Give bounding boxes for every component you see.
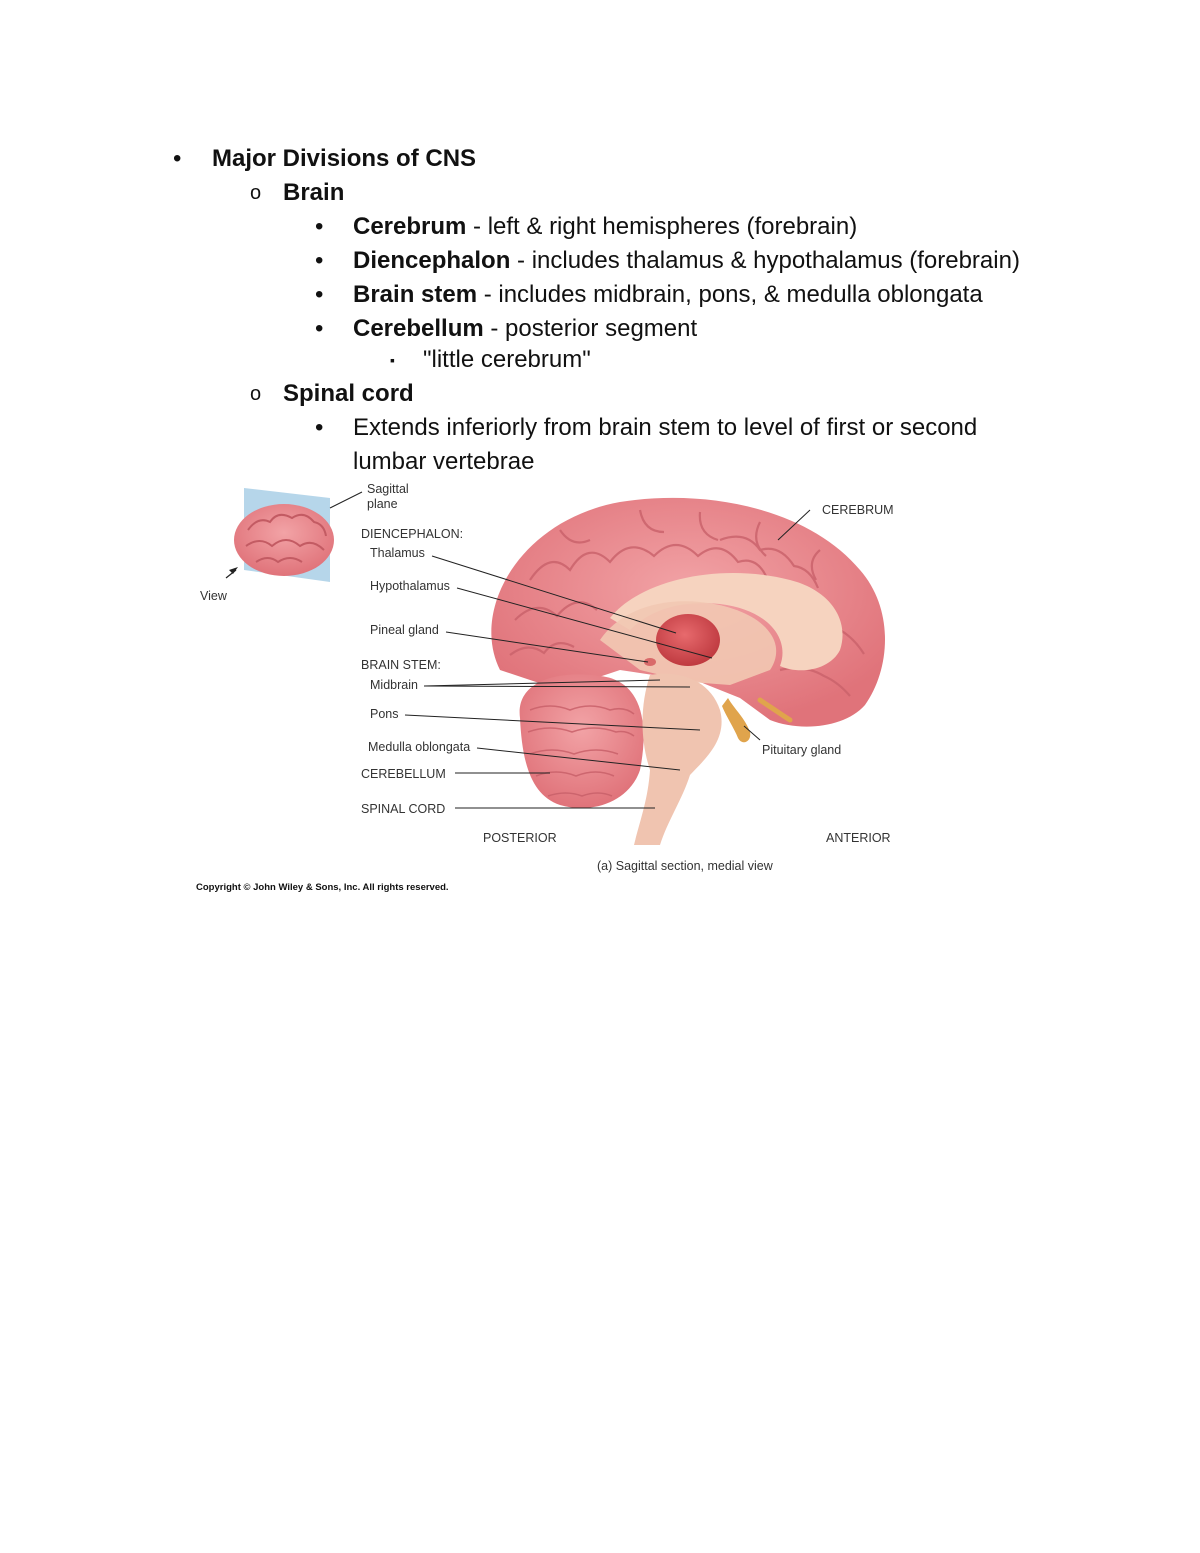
description: - left & right hemispheres (forebrain) — [466, 213, 858, 240]
bullet: • — [173, 145, 182, 172]
cerebellum — [520, 674, 644, 808]
brain-section — [491, 498, 885, 845]
heading-major-divisions: Major Divisions of CNS — [212, 145, 477, 172]
label-pons: Pons — [370, 707, 399, 721]
label-cerebrum: CEREBRUM — [822, 503, 894, 517]
item-cerebrum — [353, 212, 857, 242]
term: Brain stem — [353, 281, 478, 308]
bullet: o — [250, 383, 262, 405]
bullet: • — [315, 281, 324, 308]
item-extends-line1: Extends inferiorly from brain stem to level of first or second — [353, 414, 978, 441]
label-diencephalon: DIENCEPHALON: — [361, 527, 464, 541]
label-medulla: Medulla oblongata — [368, 740, 471, 754]
brain-sagittal-figure — [0, 470, 1200, 910]
term: Cerebrum — [353, 213, 467, 240]
item-little-cerebrum: "little cerebrum" — [423, 346, 591, 373]
bullet: • — [315, 247, 324, 274]
label-hypothalamus: Hypothalamus — [370, 579, 450, 593]
item-extends-line2: lumbar vertebrae — [353, 448, 535, 475]
bullet: o — [250, 182, 262, 204]
description: - posterior segment — [483, 315, 698, 342]
label-pituitary-gland: Pituitary gland — [762, 743, 842, 757]
label-sagittal-2: plane — [367, 497, 398, 511]
item-cerebellum — [353, 314, 697, 344]
description: - includes midbrain, pons, & medulla oblongata — [477, 281, 983, 308]
heading-brain: Brain — [283, 179, 345, 206]
term: Cerebellum — [353, 315, 484, 342]
label-spinal-cord: SPINAL CORD — [361, 802, 446, 816]
label-midbrain: Midbrain — [370, 678, 418, 692]
thalamus — [656, 614, 720, 666]
brain-stem — [634, 674, 722, 845]
pituitary-gland — [722, 698, 750, 742]
heading-spinal-cord: Spinal cord — [283, 380, 414, 407]
label-pineal-gland: Pineal gland — [370, 623, 439, 637]
label-brain-stem: BRAIN STEM: — [361, 658, 441, 672]
bullet: • — [315, 414, 324, 441]
bullet: ▪ — [390, 352, 395, 368]
figure-caption: (a) Sagittal section, medial view — [597, 859, 773, 873]
item-brain-stem — [353, 280, 983, 310]
label-cerebellum: CEREBELLUM — [361, 767, 446, 781]
label-posterior: POSTERIOR — [483, 831, 557, 845]
item-diencephalon — [353, 246, 1020, 276]
label-anterior: ANTERIOR — [826, 831, 891, 845]
label-thalamus: Thalamus — [370, 546, 425, 560]
copyright-notice: Copyright © John Wiley & Sons, Inc. All rights reserved. — [196, 882, 449, 893]
description: - includes thalamus & hypothalamus (forebrain) — [510, 247, 1020, 274]
bullet: • — [315, 315, 324, 342]
bullet: • — [315, 213, 324, 240]
term: Diencephalon — [353, 247, 511, 274]
label-sagittal-1: Sagittal — [367, 482, 409, 496]
label-view: View — [200, 589, 227, 603]
